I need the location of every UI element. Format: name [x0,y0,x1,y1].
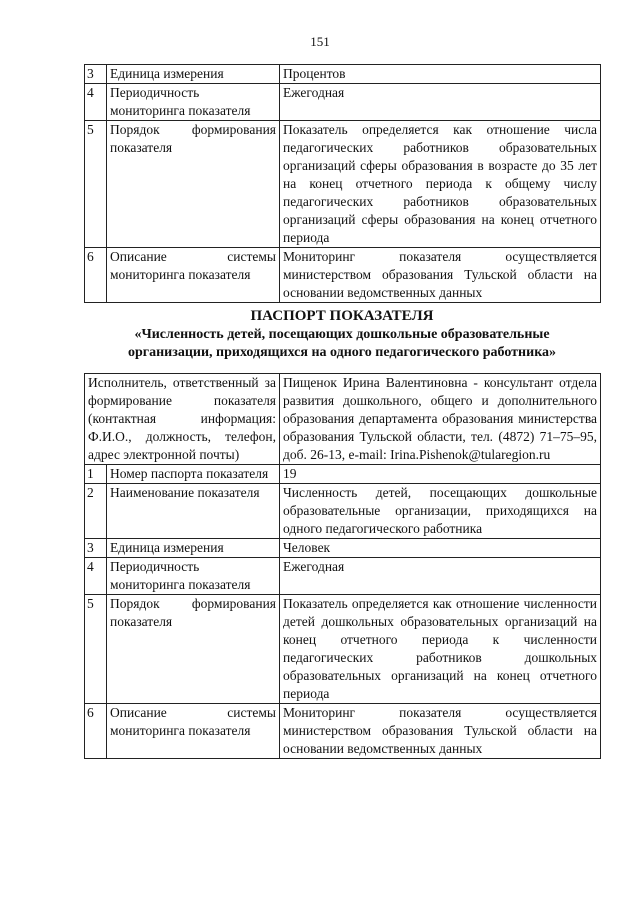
row-name: Описание системы мониторинга показателя [107,704,280,759]
page-number: 151 [310,34,330,49]
row-name: Порядок формирования показателя [107,121,280,248]
row-value: Мониторинг показателя осуществляется министерством образования Тульской области на основании ведомственных данных [280,704,601,759]
executor-row [85,374,601,465]
row-number: 5 [85,595,107,704]
row-value: Ежегодная [280,558,601,595]
row-number: 6 [85,248,107,303]
passport-subtitle-line: «Численность детей, посещающих дошкольные образовательные [134,327,550,342]
row-name: Периодичность мониторинга показателя [107,84,280,121]
executor-label: Исполнитель, ответственный за формирование показателя (контактная информация: Ф.И.О., должность, телефон, адрес электронной почты) [85,374,280,465]
table-row [85,484,601,539]
table-row [85,539,601,558]
row-number: 2 [85,484,107,539]
indicator-passport-table [84,373,601,759]
table-row [85,121,601,248]
row-name: Номер паспорта показателя [107,465,280,484]
table-row [85,465,601,484]
row-value: Показатель определяется как отношение численности детей дошкольных образовательных организаций на конец отчетного периода к численности педагогических работников дошкольных образовательных организаций на конец отчетного периода [280,595,601,704]
row-number: 6 [85,704,107,759]
executor-value: Пищенок Ирина Валентиновна - консультант отдела развития дошкольного, общего и дополнительного образования департамента образования министерства образования Тульской области, тел. (4872) 71–75–95, доб. 26-13, e-mail: Irina.Pishenok@tularegion.ru [280,374,601,465]
table-row [85,595,601,704]
row-number: 5 [85,121,107,248]
table-row [85,65,601,84]
row-number: 3 [85,65,107,84]
row-value: Ежегодная [280,84,601,121]
row-name: Периодичность мониторинга показателя [107,558,280,595]
row-value: Численность детей, посещающих дошкольные образовательные организации, приходящихся на одного педагогического работника [280,484,601,539]
row-value: Мониторинг показателя осуществляется министерством образования Тульской области на основании ведомственных данных [280,248,601,303]
table-row [85,558,601,595]
row-value: 19 [280,465,601,484]
row-number: 4 [85,558,107,595]
row-name: Единица измерения [107,65,280,84]
row-value: Показатель определяется как отношение числа педагогических работников образовательных организаций сферы образования в возрасте до 35 лет на конец отчетного периода к общему числу педагогических работников образовательных организаций сферы образования на конец отчетного периода [280,121,601,248]
row-number: 4 [85,84,107,121]
table-row [85,248,601,303]
table-row [85,84,601,121]
table-row [85,704,601,759]
row-value: Человек [280,539,601,558]
row-number: 1 [85,465,107,484]
row-name: Описание системы мониторинга показателя [107,248,280,303]
passport-title: ПАСПОРТ ПОКАЗАТЕЛЯ [250,308,434,324]
row-value: Процентов [280,65,601,84]
indicator-table-top [84,64,601,303]
row-name: Единица измерения [107,539,280,558]
passport-subtitle [84,326,600,362]
passport-subtitle-line: организации, приходящихся на одного педагогического работника» [127,345,557,360]
row-name: Наименование показателя [107,484,280,539]
row-name: Порядок формирования показателя [107,595,280,704]
row-number: 3 [85,539,107,558]
